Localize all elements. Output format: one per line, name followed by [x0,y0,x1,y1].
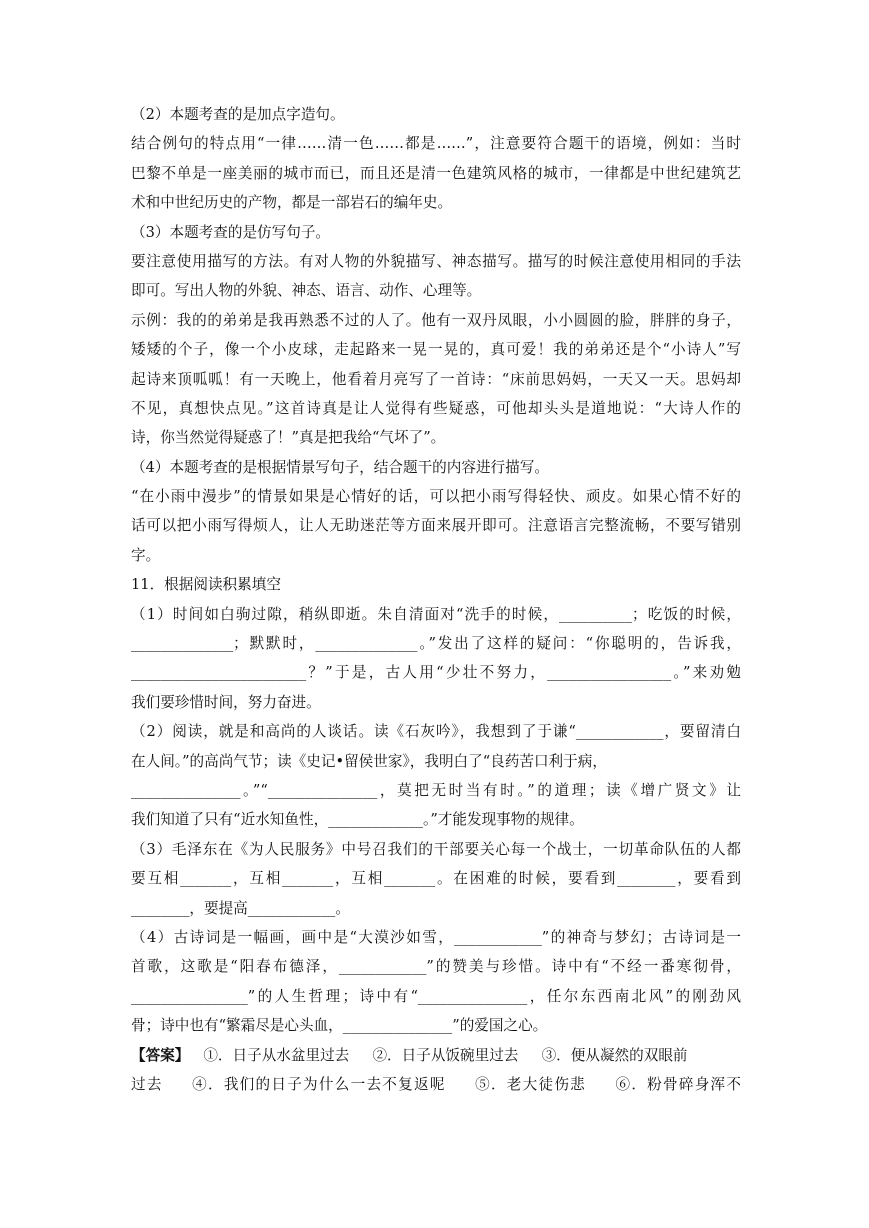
text-line: （4）古诗词是一幅画，画中是“大漠沙如雪，____________”的神奇与梦幻；古诗词是一 [131,928,741,946]
text-line: ________，要提高____________。 [131,899,350,917]
text-line: ________________”的人生哲理；诗中有“_______________，任尔东西南北风”的刚劲风 [131,987,741,1005]
text-line: 要注意使用描写的方法。有对人物的外貌描写、神态描写。描写的时候注意使用相同的手法 [131,252,741,270]
text-line: 我们要珍惜时间，努力奋进。 [131,693,321,711]
text-line: 过去 ④．我们的日子为什么一去不复返呢 ⑤．老大徒伤悲 ⑥．粉骨碎身浑不 [131,1075,741,1093]
text-line: 起诗来顶呱呱！有一天晚上，他看着月亮写了一首诗：“床前思妈妈，一天又一天。思妈却 [131,370,741,388]
text-line: ______________；默默时，______________。”发出了这样的疑问：“你聪明的，告诉我， [131,635,741,653]
answer-label: 【答案】 [131,1046,190,1064]
text-line: 诗，你当然觉得疑惑了！”真是把我给“气坏了”。 [131,429,446,447]
text-line: 骨；诗中也有“繁霜尽是心头血，_______________”的爱国之心。 [131,1017,548,1035]
text-line: （2）本题考查的是加点字造句。 [131,106,345,123]
text-line: 11．根据阅读积累填空 [131,576,281,594]
text-line: （1）时间如白驹过隙，稍纵即逝。朱自清面对“洗手的时候，__________；吃饭的时候， [131,605,741,623]
text-line: 要互相_______，互相_______，互相_______。在困难的时候，要看到________，要看到 [131,870,741,888]
text-line: 即可。写出人物的外貌、神态、语言、动作、心理等。 [131,282,482,300]
text-line: （2）阅读，就是和高尚的人谈话。读《石灰吟》，我想到了于谦“____________，要留清白 [131,723,741,741]
text-line: 结合例句的特点用“一律……清一色……都是……”，注意要符合题干的语境，例如：当时 [131,135,741,153]
text-line: 示例：我的的弟弟是我再熟悉不过的人了。他有一双丹凤眼，小小圆圆的脸，胖胖的身子， [131,311,741,329]
text-line: 不见，真想快点见。”这首诗真是让人觉得有些疑惑，可他却头头是道地说：“大诗人作的 [131,399,741,417]
text-line: 术和中世纪历史的产物，都是一部岩石的编年史。 [131,194,453,212]
text-line: 巴黎不单是一座美丽的城市而已，而且还是清一色建筑风格的城市，一律都是中世纪建筑艺 [131,164,741,182]
text-line: _______________。”“_______________，莫把无时当有时。”的道理；读《增广贤文》让 [131,781,741,799]
text-line: 我们知道了只有“近水知鱼性，_____________。”才能发现事物的规律。 [131,811,584,829]
text-line: 首歌，这歌是“阳春布德泽，____________”的赞美与珍惜。诗中有“不经一番寒彻骨， [131,958,741,976]
text-line: 矮矮的个子，像一个小皮球，走起路来一晃一晃的，真可爱！我的弟弟还是个“小诗人”写 [131,341,741,359]
text-line: ________________________？”于是，古人用“少壮不努力，_________________。”来劝勉 [131,664,741,682]
text-line: 在人间。”的高尚气节；读《史记•留侯世家》，我明白了“良药苦口利于病， [131,752,607,770]
text-line: （3）毛泽东在《为人民服务》中号召我们的干部要关心每一个战士，一切革命队伍的人都 [131,840,741,858]
answer-text: ①．日子从水盆里过去 ②．日子从饭碗里过去 ③．便从凝然的双眼前 [203,1046,688,1064]
text-line: （3）本题考查的是仿写句子。 [131,223,331,241]
document-body [131,100,741,1099]
text-line: “在小雨中漫步”的情景如果是心情好的话，可以把小雨写得轻快、顽皮。如果心情不好的 [131,488,741,506]
text-line [131,1041,741,1070]
text-line: 话可以把小雨写得烦人，让人无助迷茫等方面来展开即可。注意语言完整流畅，不要写错别 [131,517,741,535]
text-line: 字。 [131,546,161,564]
document-page [131,100,741,1099]
text-line: （4）本题考查的是根据情景写句子，结合题干的内容进行描写。 [131,458,549,476]
